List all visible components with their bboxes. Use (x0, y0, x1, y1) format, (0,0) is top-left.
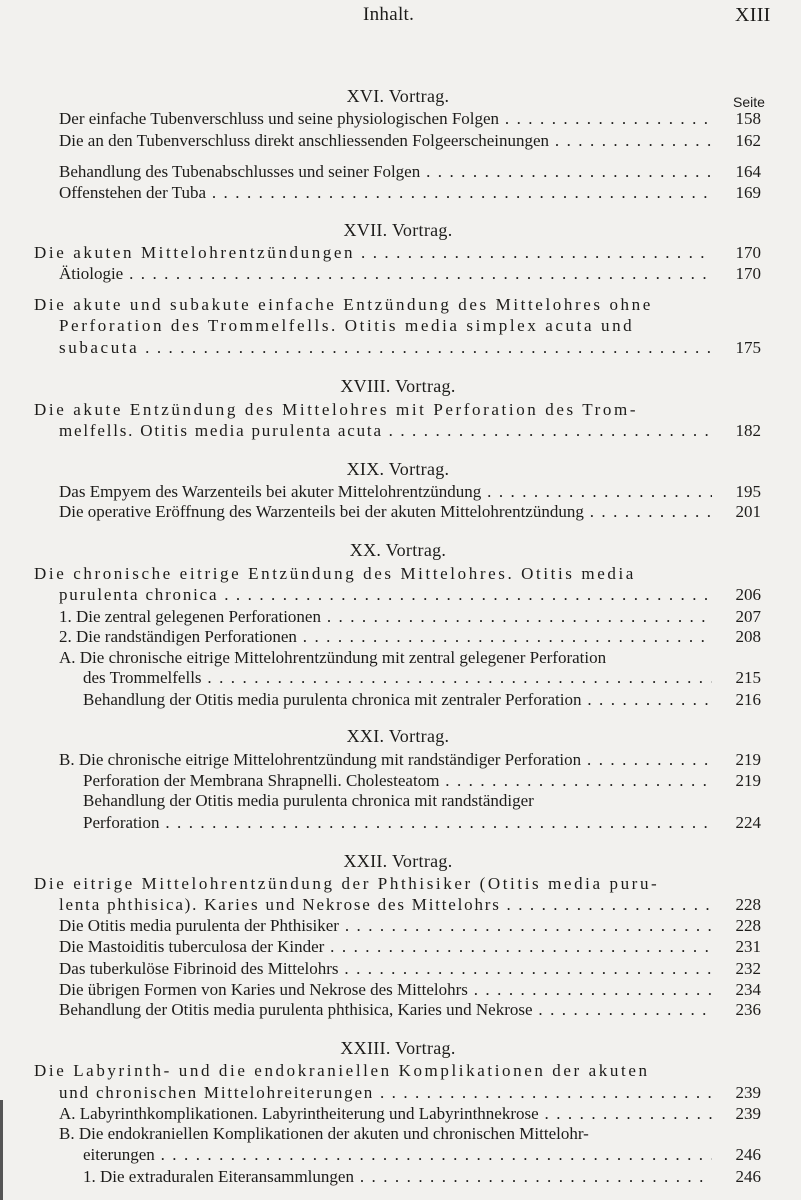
toc-page-number: 216 (735, 690, 761, 709)
toc-entry-text: B. Die endokraniellen Komplikationen der akuten und chronischen Mittelohr- (59, 1124, 589, 1143)
toc-page-number: 170 (735, 264, 761, 283)
lecture-heading: XVIII. Vortrag. (340, 376, 456, 396)
toc-page-number: 239 (735, 1104, 761, 1123)
toc-entry-text: Perforation des Trommelfells. Otitis media simplex acuta und (59, 316, 635, 335)
toc-entry-text: lenta phthisica). Karies und Nekrose des Mittelohrs . . . (59, 894, 712, 916)
toc-entry-text: 1. Die zentral gelegenen Perforationen . . . (59, 606, 712, 628)
toc-page-number: 224 (735, 813, 761, 832)
toc-entry-text: Perforation der Membrana Shrapnelli. Cholesteatom . . . (83, 770, 712, 792)
toc-entry-text: Die übrigen Formen von Karies und Nekrose des Mittelohrs . . . (59, 979, 712, 1001)
toc-page-number: 239 (735, 1083, 761, 1102)
lecture-heading: XXII. Vortrag. (343, 851, 453, 871)
toc-entry-text: Behandlung der Otitis media purulenta phthisica, Karies und Nekrose . . . (59, 999, 712, 1021)
toc-entry-text: Die chronische eitrige Entzündung des Mittelohres. Otitis media (34, 564, 636, 583)
toc-entry-text: A. Labyrinthkomplikationen. Labyrintheiterung und Labyrinthnekrose . . . (59, 1103, 712, 1125)
toc-page-number: 164 (735, 162, 761, 181)
lecture-heading: XXIII. Vortrag. (340, 1038, 456, 1058)
toc-entry-text: Der einfache Tubenverschluss und seine physiologischen Folgen . . . (59, 108, 712, 130)
toc-entry-text: Die eitrige Mittelohrentzündung der Phthisiker (Otitis media puru- (34, 874, 660, 893)
toc-page-number: 201 (735, 502, 761, 521)
toc-entry-text: Das Empyem des Warzenteils bei akuter Mittelohrentzündung . . . (59, 481, 712, 503)
toc-entry-text: Offenstehen der Tuba . . . (59, 182, 712, 204)
toc-entry-text: Die an den Tubenverschluss direkt anschliessenden Folgeerscheinungen . . . (59, 130, 712, 152)
toc-page-number: 207 (735, 607, 761, 626)
toc-page-number: 158 (735, 109, 761, 128)
lecture-heading: XIX. Vortrag. (346, 459, 450, 479)
toc-entry-text: eiterungen . . . (83, 1144, 712, 1166)
page-column-label: Seite (733, 94, 765, 110)
toc-page-number: 246 (735, 1145, 761, 1164)
toc-page-number: 232 (735, 959, 761, 978)
toc-entry-text: subacuta . . . (59, 337, 712, 359)
toc-entry-text: 1. Die extraduralen Eiteransammlungen . . . (83, 1166, 712, 1188)
toc-page-number: 169 (735, 183, 761, 202)
toc-entry-text: melfells. Otitis media purulenta acuta . . . (59, 420, 712, 442)
toc-entry-text: Die akute und subakute einfache Entzündung des Mittelohres ohne (34, 295, 653, 314)
toc-page-number: 170 (735, 243, 761, 262)
toc-entry-text: Behandlung der Otitis media purulenta chronica mit randständiger (83, 791, 534, 810)
toc-entry-text: Die Mastoiditis tuberculosa der Kinder . . . (59, 936, 712, 958)
toc-entry-text: Ätiologie . . . (59, 263, 712, 285)
page-edge-bar (0, 1100, 3, 1200)
toc-entry-text: purulenta chronica . . . (59, 584, 712, 606)
toc-page-number: 236 (735, 1000, 761, 1019)
toc-page-number: 206 (735, 585, 761, 604)
toc-entry-text: Die Otitis media purulenta der Phthisiker . . . (59, 915, 712, 937)
toc-entry-text: Die akuten Mittelohrentzündungen . . . (34, 242, 712, 264)
toc-page-number: 219 (735, 771, 761, 790)
toc-page-number: 208 (735, 627, 761, 646)
lecture-heading: XVII. Vortrag. (343, 220, 453, 240)
toc-page-number: 246 (735, 1167, 761, 1186)
toc-entry-text: Das tuberkulöse Fibrinoid des Mittelohrs . . . (59, 958, 712, 980)
toc-entry-text: und chronischen Mittelohreiterungen . . . (59, 1082, 712, 1104)
toc-entry-text: Die operative Eröffnung des Warzenteils bei der akuten Mittelohrentzündung . . . (59, 501, 712, 523)
toc-page-number: 228 (735, 895, 761, 914)
toc-page-number: 162 (735, 131, 761, 150)
toc-entry-text: A. Die chronische eitrige Mittelohrentzündung mit zentral gelegener Perforation (59, 648, 607, 667)
toc-page-number: 228 (735, 916, 761, 935)
lecture-heading: XVI. Vortrag. (346, 86, 450, 106)
lecture-heading: XXI. Vortrag. (346, 726, 450, 746)
toc-page-number: 195 (735, 482, 761, 501)
running-head-title: Inhalt. (363, 4, 415, 25)
running-head-page-number: XIII (735, 4, 771, 26)
toc-entry-text: Die Labyrinth- und die endokraniellen Komplikationen der akuten (34, 1061, 650, 1080)
toc-entry-text: Behandlung des Tubenabschlusses und seiner Folgen . . . (59, 161, 712, 183)
toc-page-number: 234 (735, 980, 761, 999)
toc-page-number: 231 (735, 937, 761, 956)
lecture-heading: XX. Vortrag. (349, 540, 447, 560)
toc-page-number: 182 (735, 421, 761, 440)
toc-page-number: 219 (735, 750, 761, 769)
toc-entry-text: Perforation . . . (83, 812, 712, 834)
toc-entry-text: B. Die chronische eitrige Mittelohrentzündung mit randständiger Perforation . . . (59, 749, 712, 771)
toc-page-number: 215 (735, 668, 761, 687)
toc-page-number: 175 (735, 338, 761, 357)
toc-entry-text: des Trommelfells . . . (83, 667, 712, 689)
toc-entry-text: 2. Die randständigen Perforationen . . . (59, 626, 712, 648)
toc-entry-text: Die akute Entzündung des Mittelohres mit Perforation des Trom- (34, 400, 639, 419)
toc-entry-text: Behandlung der Otitis media purulenta chronica mit zentraler Perforation . . . (83, 689, 712, 711)
